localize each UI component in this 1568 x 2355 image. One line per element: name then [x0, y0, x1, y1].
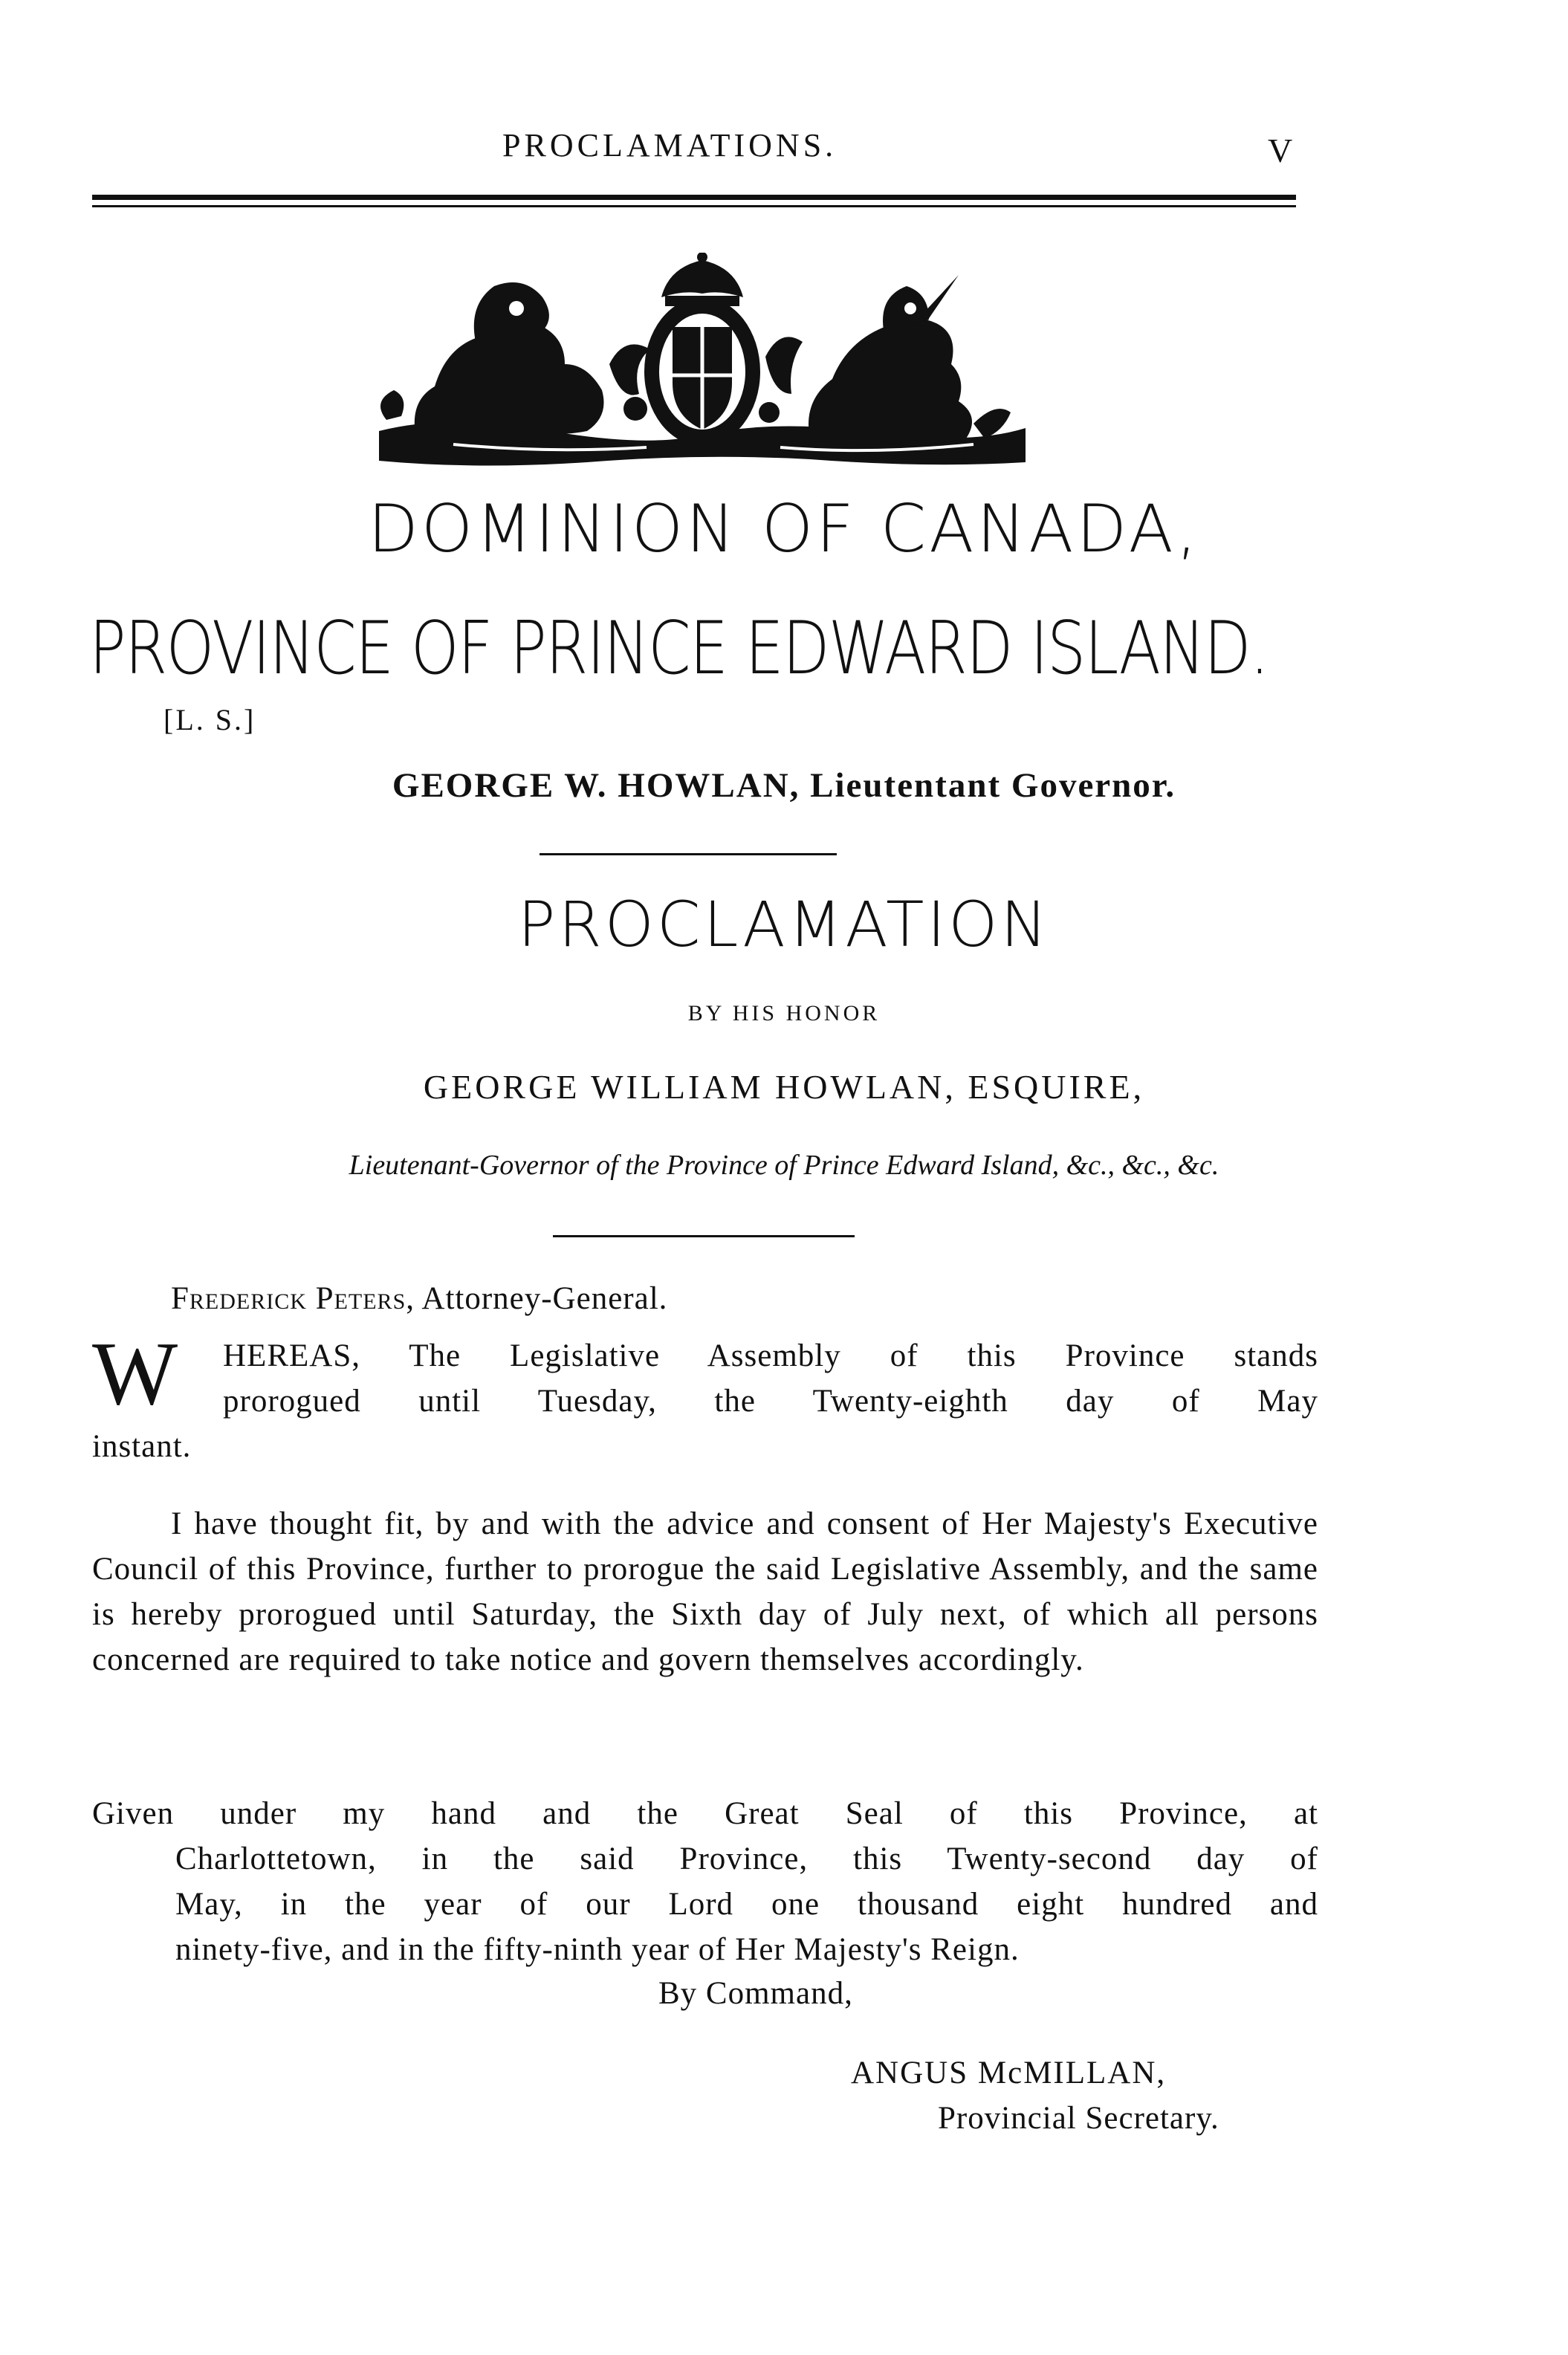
- seal-mark: [L. S.]: [163, 703, 256, 736]
- governor-full-name: GEORGE WILLIAM HOWLAN, ESQUIRE,: [423, 1068, 1145, 1106]
- running-head: [0, 119, 1568, 178]
- given-line-3: May, in the year of our Lord one thousand eight hundred and: [175, 1887, 1318, 1922]
- header-rule-thin: [92, 205, 1296, 207]
- page-number: V: [1268, 132, 1297, 169]
- province-heading: PROVINCE OF PRINCE EDWARD ISLAND.: [89, 606, 1269, 691]
- by-honor-line: BY HIS HONOR: [687, 1001, 881, 1026]
- given-line-4: ninety-five, and in the fifty-ninth year of Her Majesty's Reign.: [175, 1932, 1020, 1967]
- given-under-hand-paragraph: [92, 1791, 1318, 1972]
- dominion-heading: DOMINION OF CANADA,: [368, 490, 1200, 567]
- whereas-line-1: HEREAS, The Legislative Assembly of this Province stands: [223, 1338, 1318, 1373]
- given-line-2: Charlottetown, in the said Province, this Twenty-second day of: [175, 1841, 1318, 1876]
- drop-cap: W: [92, 1324, 178, 1424]
- attorney-name: Frederick Peters,: [171, 1281, 415, 1316]
- divider-rule-2: [553, 1235, 855, 1237]
- by-command: By Command,: [658, 1976, 853, 2011]
- prorogation-paragraph: I have thought fit, by and with the advice and consent of Her Majesty's Executive Council of this Province, further to prorogue the said Legislative Assembly, and the same is hereby prorogued until Saturday, the Sixth day of July next, of which all persons concerned are required to take notice and govern themselves accordingly.: [92, 1506, 1318, 1677]
- whereas-line-3: instant.: [92, 1429, 192, 1464]
- royal-coat-of-arms-icon: [364, 253, 1033, 468]
- header-rule-thick: [92, 195, 1296, 200]
- proclamation-title: PROCLAMATION: [517, 888, 1051, 961]
- running-title: PROCLAMATIONS.: [502, 127, 838, 163]
- secretary-name: ANGUS McMILLAN,: [851, 2056, 1167, 2090]
- attorney-general-line: [171, 1280, 667, 1317]
- attorney-title: Attorney-General.: [421, 1281, 668, 1316]
- governor-line: GEORGE W. HOWLAN, Lieutentant Governor.: [392, 766, 1176, 805]
- governor-office: Lieutenant-Governor of the Province of Prince Edward Island, &c., &c., &c.: [349, 1150, 1219, 1181]
- secretary-title: Provincial Secretary.: [938, 2101, 1219, 2136]
- divider-rule-1: [540, 853, 837, 855]
- whereas-line-2: prorogued until Tuesday, the Twenty-eighth day of May: [223, 1384, 1318, 1419]
- given-line-1: Given under my hand and the Great Seal of this Province, at: [92, 1796, 1318, 1831]
